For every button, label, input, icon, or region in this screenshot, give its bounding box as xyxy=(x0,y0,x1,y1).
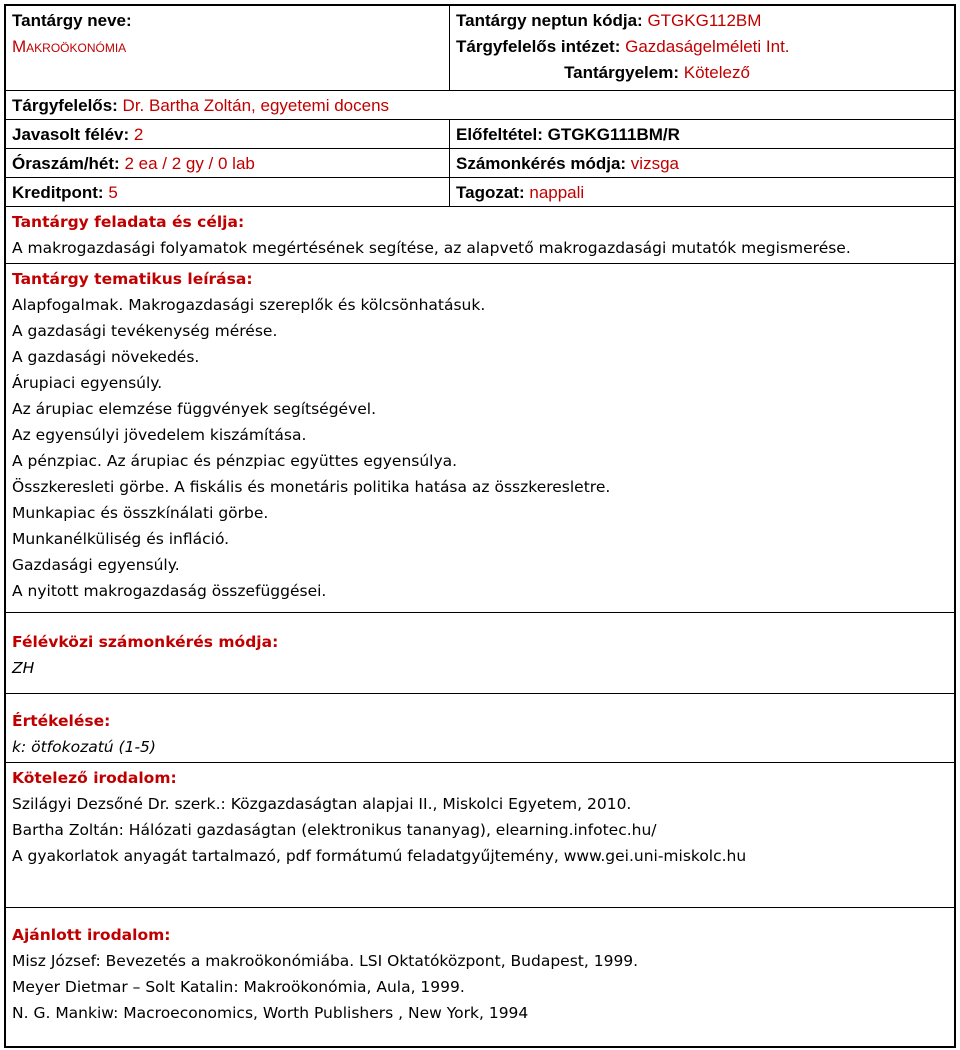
topic-item: Alapfogalmak. Makrogazdasági szereplők és kölcsönhatásuk. xyxy=(12,296,486,314)
course-name-label: Tantárgy neve: xyxy=(12,11,132,30)
topics-title: Tantárgy tematikus leírása: xyxy=(12,270,253,288)
recommended-literature-item: Meyer Dietmar – Solt Katalin: Makroökonómia, Aula, 1999. xyxy=(12,978,465,996)
topic-item: Árupiaci egyensúly. xyxy=(12,374,163,392)
required-literature-section xyxy=(6,763,954,908)
course-meta-cell xyxy=(450,6,954,90)
course-sheet xyxy=(4,4,956,1048)
semester-label: Javasolt félév: xyxy=(12,125,130,144)
track-label: Tagozat: xyxy=(456,183,525,202)
topic-item: A pénzpiac. Az árupiac és pénzpiac együttes egyensúlya. xyxy=(12,452,458,470)
topic-item: Összkeresleti görbe. A fiskális és monetáris politika hatása az összkeresletre. xyxy=(12,478,611,496)
hours-row xyxy=(6,149,954,178)
responsible-row xyxy=(6,91,954,120)
element-value: Kötelező xyxy=(683,63,750,82)
credit-label: Kreditpont: xyxy=(12,183,104,202)
topics-section xyxy=(6,264,954,613)
course-name-cell xyxy=(6,6,450,90)
grading-section xyxy=(6,694,954,763)
grading-title: Értékelése: xyxy=(12,712,111,730)
recommended-literature-item: Misz József: Bevezetés a makroökonómiába. LSI Oktatóközpont, Budapest, 1999. xyxy=(12,952,639,970)
hours-value: 2 ea / 2 gy / 0 lab xyxy=(124,154,255,173)
topic-item: Munkanélküliség és infláció. xyxy=(12,530,230,548)
credit-value: 5 xyxy=(108,183,118,202)
midterm-title: Félévközi számonkérés módja: xyxy=(12,633,279,651)
required-literature-item: Szilágyi Dezsőné Dr. szerk.: Közgazdaságtan alapjai II., Miskolci Egyetem, 2010. xyxy=(12,795,632,813)
grading-value: k: ötfokozatú (1-5) xyxy=(12,738,156,756)
credit-row xyxy=(6,178,954,207)
recommended-literature-section xyxy=(6,908,954,1046)
semester-value: 2 xyxy=(133,125,144,144)
topic-item: A gazdasági tevékenység mérése. xyxy=(12,322,278,340)
goal-section xyxy=(6,207,954,264)
recommended-literature-item: N. G. Mankiw: Macroeconomics, Worth Publishers , New York, 1994 xyxy=(12,1004,529,1022)
hours-label: Óraszám/hét: xyxy=(12,154,120,173)
required-literature-item: A gyakorlatok anyagát tartalmazó, pdf formátumú feladatgyűjtemény, www.gei.uni-miskolc.hu xyxy=(12,847,747,865)
topic-item: A gazdasági növekedés. xyxy=(12,348,200,366)
exam-label: Számonkérés módja: xyxy=(456,154,627,173)
institute-value: Gazdaságelméleti Int. xyxy=(625,37,790,56)
goal-text: A makrogazdasági folyamatok megértésének segítése, az alapvető makrogazdasági mutatók megismerése. xyxy=(12,239,851,257)
goal-title: Tantárgy feladata és célja: xyxy=(12,213,245,231)
exam-value: vizsga xyxy=(630,154,679,173)
responsible-value: Dr. Bartha Zoltán, egyetemi docens xyxy=(122,96,390,115)
recommended-literature-title: Ajánlott irodalom: xyxy=(12,926,171,944)
track-value: nappali xyxy=(529,183,585,202)
topic-item: Munkapiac és összkínálati görbe. xyxy=(12,504,269,522)
prereq-value: GTGKG111BM/R xyxy=(547,125,680,144)
header-row-1 xyxy=(6,6,954,91)
topic-item: A nyitott makrogazdaság összefüggései. xyxy=(12,582,327,600)
neptun-value: GTGKG112BM xyxy=(647,11,762,30)
midterm-section xyxy=(6,613,954,694)
responsible-label: Tárgyfelelős: xyxy=(12,96,118,115)
prereq-label: Előfeltétel: xyxy=(456,125,543,144)
required-literature-title: Kötelező irodalom: xyxy=(12,769,177,787)
required-literature-item: Bartha Zoltán: Hálózati gazdaságtan (elektronikus tananyag), elearning.infotec.hu/ xyxy=(12,821,657,839)
midterm-value: ZH xyxy=(12,659,35,677)
semester-row xyxy=(6,120,954,149)
topic-item: Az árupiac elemzése függvények segítségével. xyxy=(12,400,377,418)
topic-item: Az egyensúlyi jövedelem kiszámítása. xyxy=(12,426,307,444)
neptun-label: Tantárgy neptun kódja: xyxy=(456,11,643,30)
institute-label: Tárgyfelelős intézet: xyxy=(456,37,621,56)
course-name-value: Makroökonómia xyxy=(12,37,127,56)
element-label: Tantárgyelem: xyxy=(564,63,680,82)
topic-item: Gazdasági egyensúly. xyxy=(12,556,180,574)
